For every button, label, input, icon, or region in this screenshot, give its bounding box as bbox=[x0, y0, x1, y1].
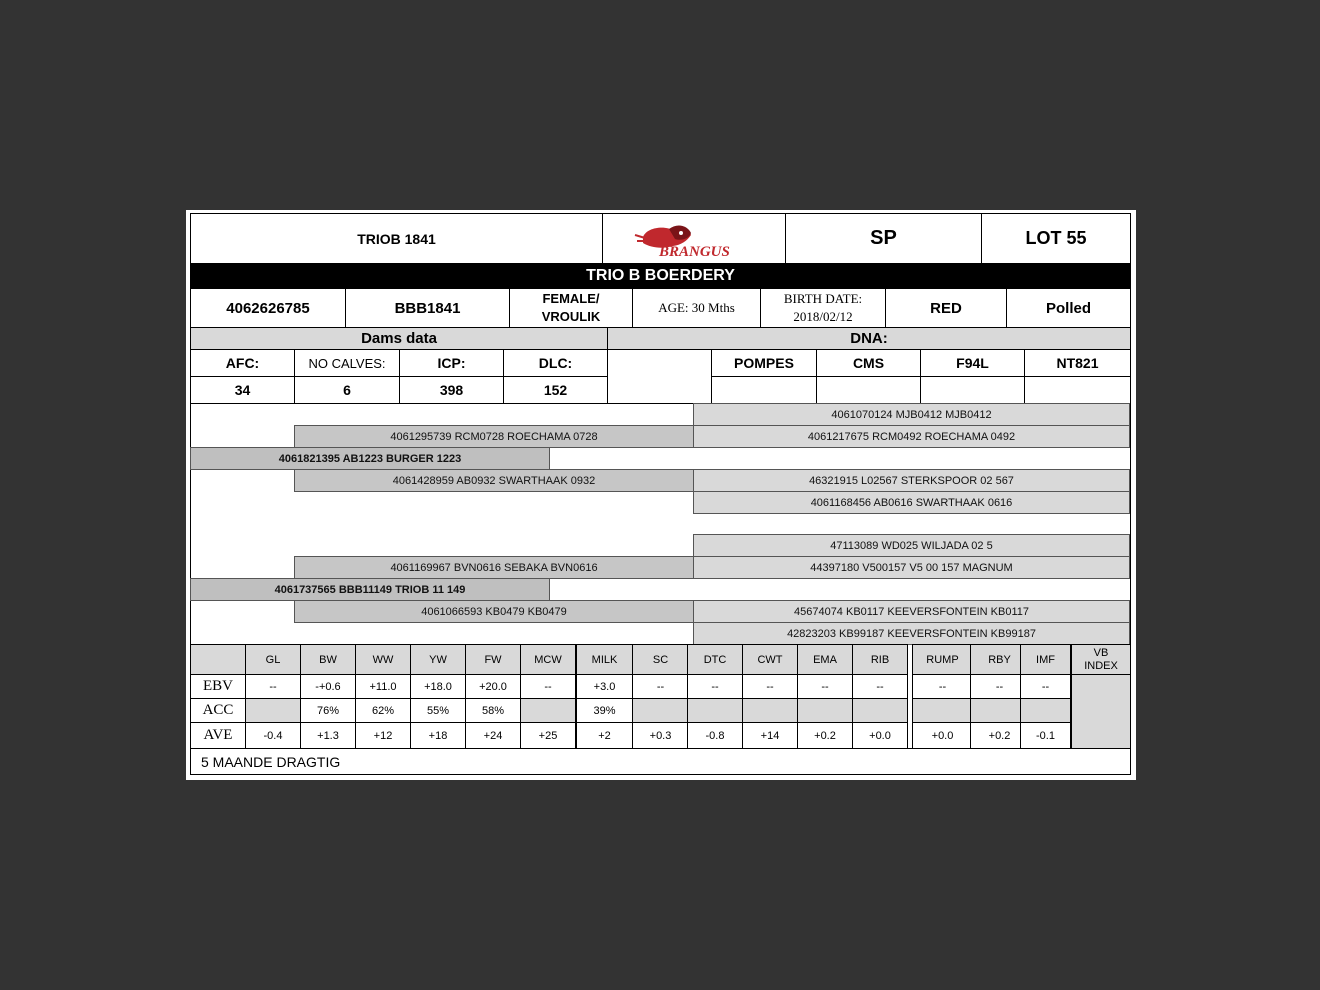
birth-date-label: BIRTH DATE: bbox=[783, 291, 863, 306]
ebv-cell-acc-milk: 39% bbox=[576, 698, 633, 723]
ebv-cell-ave-sc: +0.3 bbox=[632, 722, 689, 749]
ebv-header-milk: MILK bbox=[576, 644, 633, 675]
ebv-cell-ebv-yw: +18.0 bbox=[410, 674, 466, 699]
dna-title: DNA: bbox=[607, 327, 1131, 350]
vb-index-label-2: INDEX bbox=[1084, 659, 1118, 672]
pedigree-dds: 45674074 KB0117 KEEVERSFONTEIN KB0117 bbox=[693, 600, 1130, 623]
birth-date bbox=[760, 288, 886, 328]
dams-header-icp: ICP: bbox=[399, 349, 504, 377]
dams-header-afc: AFC: bbox=[190, 349, 295, 377]
brangus-logo-icon bbox=[629, 219, 759, 259]
pedigree-sss: 4061070124 MJB0412 MJB0412 bbox=[693, 403, 1130, 426]
ebv-vb-index-value bbox=[1071, 674, 1131, 749]
ebv-header-rby: RBY bbox=[970, 644, 1029, 675]
dna-blank bbox=[607, 349, 712, 404]
ebv-cell-acc-dtc bbox=[687, 698, 743, 723]
ebv-cell-acc-rump bbox=[912, 698, 973, 723]
pedigree-dam: 4061737565 BBB11149 TRIOB 11 149 bbox=[190, 578, 550, 601]
ebv-cell-ebv-fw: +20.0 bbox=[465, 674, 521, 699]
ebv-cell-ave-imf: -0.1 bbox=[1020, 722, 1071, 749]
pedigree-dam-dam: 4061066593 KB0479 KB0479 bbox=[294, 600, 694, 623]
dna-value-cms bbox=[816, 376, 921, 404]
ebv-header-ema: EMA bbox=[797, 644, 853, 675]
ebv-cell-ebv-dtc: -- bbox=[687, 674, 743, 699]
ebv-header-fw: FW bbox=[465, 644, 521, 675]
dams-value-afc: 34 bbox=[190, 376, 295, 404]
pedigree-ssd: 4061217675 RCM0492 ROECHAMA 0492 bbox=[693, 425, 1130, 448]
dams-value-icp: 398 bbox=[399, 376, 504, 404]
ebv-header-vb-index bbox=[1071, 644, 1131, 675]
dams-value-calves: 6 bbox=[294, 376, 400, 404]
dams-value-dlc: 152 bbox=[503, 376, 608, 404]
sex-line-2: VROULIK bbox=[541, 309, 601, 324]
ebv-cell-ave-fw: +24 bbox=[465, 722, 521, 749]
comment: 5 MAANDE DRAGTIG bbox=[190, 748, 1131, 775]
lot-card bbox=[186, 210, 1136, 780]
ebv-cell-acc-mcw bbox=[520, 698, 576, 723]
ebv-header-yw: YW bbox=[410, 644, 466, 675]
ebv-cell-ave-yw: +18 bbox=[410, 722, 466, 749]
vb-index-label-1: VB bbox=[1093, 646, 1109, 659]
pedigree-sire-sire: 4061295739 RCM0728 ROECHAMA 0728 bbox=[294, 425, 694, 448]
ebv-cell-ebv-sc: -- bbox=[632, 674, 689, 699]
breeder-bar: TRIO B BOERDERY bbox=[190, 264, 1131, 288]
ebv-cell-ave-rby: +0.2 bbox=[970, 722, 1029, 749]
pedigree-dss: 47113089 WD025 WILJADA 02 5 bbox=[693, 534, 1130, 557]
dna-header-cms: CMS bbox=[816, 349, 921, 377]
svg-text:BRANGUS: BRANGUS bbox=[659, 243, 730, 259]
dams-data-title: Dams data bbox=[190, 327, 608, 350]
ebv-cell-ebv-rby: -- bbox=[970, 674, 1029, 699]
ebv-cell-ave-gl: -0.4 bbox=[245, 722, 301, 749]
ebv-cell-ebv-milk: +3.0 bbox=[576, 674, 633, 699]
ebv-row-label-ave: AVE bbox=[190, 722, 246, 749]
birth-date-value: 2018/02/12 bbox=[793, 309, 853, 324]
ebv-cell-ave-rib: +0.0 bbox=[852, 722, 908, 749]
pedigree-sire-dam: 4061428959 AB0932 SWARTHAAK 0932 bbox=[294, 469, 694, 492]
animal-name: TRIOB 1841 bbox=[190, 213, 603, 264]
dna-value-pompes bbox=[711, 376, 817, 404]
pedigree-dam-sire: 4061169967 BVN0616 SEBAKA BVN0616 bbox=[294, 556, 694, 579]
ebv-cell-ave-mcw: +25 bbox=[520, 722, 576, 749]
ebv-cell-acc-cwt bbox=[742, 698, 798, 723]
ebv-header-rump: RUMP bbox=[912, 644, 973, 675]
ebv-cell-ave-milk: +2 bbox=[576, 722, 633, 749]
ebv-cell-ave-dtc: -0.8 bbox=[687, 722, 743, 749]
lot-number: LOT 55 bbox=[981, 213, 1131, 264]
ebv-cell-ebv-imf: -- bbox=[1020, 674, 1071, 699]
ebv-cell-ebv-gl: -- bbox=[245, 674, 301, 699]
ebv-cell-acc-fw: 58% bbox=[465, 698, 521, 723]
ebv-cell-ebv-ww: +11.0 bbox=[355, 674, 411, 699]
ebv-header-imf: IMF bbox=[1020, 644, 1071, 675]
ebv-table bbox=[190, 644, 1131, 749]
dna-header-f94l: F94L bbox=[920, 349, 1025, 377]
dna-value-f94l bbox=[920, 376, 1025, 404]
ebv-header-ww: WW bbox=[355, 644, 411, 675]
ebv-cell-acc-bw: 76% bbox=[300, 698, 356, 723]
ebv-cell-ebv-bw: -+0.6 bbox=[300, 674, 356, 699]
ebv-header-corner bbox=[190, 644, 246, 675]
ebv-header-rib: RIB bbox=[852, 644, 908, 675]
dna-header-nt821: NT821 bbox=[1024, 349, 1131, 377]
ebv-cell-acc-gl bbox=[245, 698, 301, 723]
pedigree-dsd: 44397180 V500157 V5 00 157 MAGNUM bbox=[693, 556, 1130, 579]
pedigree-sds: 46321915 L02567 STERKSPOOR 02 567 bbox=[693, 469, 1130, 492]
ebv-cell-acc-imf bbox=[1020, 698, 1071, 723]
category: SP bbox=[785, 213, 982, 264]
ebv-cell-ave-bw: +1.3 bbox=[300, 722, 356, 749]
herd-code: BBB1841 bbox=[345, 288, 510, 328]
pedigree-sire: 4061821395 AB1223 BURGER 1223 bbox=[190, 447, 550, 470]
ebv-cell-acc-ww: 62% bbox=[355, 698, 411, 723]
ebv-header-bw: BW bbox=[300, 644, 356, 675]
id-number: 4062626785 bbox=[190, 288, 346, 328]
ebv-cell-ave-ema: +0.2 bbox=[797, 722, 853, 749]
ebv-header-cwt: CWT bbox=[742, 644, 798, 675]
ebv-header-mcw: MCW bbox=[520, 644, 576, 675]
dams-header-calves: NO CALVES: bbox=[294, 349, 400, 377]
pedigree-sdd: 4061168456 AB0616 SWARTHAAK 0616 bbox=[693, 491, 1130, 514]
horn-status: Polled bbox=[1006, 288, 1131, 328]
ebv-cell-ave-ww: +12 bbox=[355, 722, 411, 749]
ebv-cell-ebv-ema: -- bbox=[797, 674, 853, 699]
ebv-row-label-ebv: EBV bbox=[190, 674, 246, 699]
ebv-cell-ebv-rump: -- bbox=[912, 674, 973, 699]
brangus-logo bbox=[602, 213, 786, 264]
colour: RED bbox=[885, 288, 1007, 328]
ebv-cell-acc-sc bbox=[632, 698, 689, 723]
ebv-header-gl: GL bbox=[245, 644, 301, 675]
ebv-cell-ave-cwt: +14 bbox=[742, 722, 798, 749]
age: AGE: 30 Mths bbox=[632, 288, 761, 328]
ebv-row-label-acc: ACC bbox=[190, 698, 246, 723]
ebv-cell-ebv-cwt: -- bbox=[742, 674, 798, 699]
ebv-cell-ebv-rib: -- bbox=[852, 674, 908, 699]
sex bbox=[509, 288, 633, 328]
ebv-cell-ave-rump: +0.0 bbox=[912, 722, 973, 749]
dna-value-nt821 bbox=[1024, 376, 1131, 404]
ebv-cell-acc-ema bbox=[797, 698, 853, 723]
ebv-cell-acc-rib bbox=[852, 698, 908, 723]
sex-line-1: FEMALE/ bbox=[542, 291, 600, 306]
ebv-header-sc: SC bbox=[632, 644, 689, 675]
pedigree-ddd: 42823203 KB99187 KEEVERSFONTEIN KB99187 bbox=[693, 622, 1130, 645]
dams-header-dlc: DLC: bbox=[503, 349, 608, 377]
ebv-cell-ebv-mcw: -- bbox=[520, 674, 576, 699]
ebv-header-dtc: DTC bbox=[687, 644, 743, 675]
ebv-cell-acc-yw: 55% bbox=[410, 698, 466, 723]
dna-header-pompes: POMPES bbox=[711, 349, 817, 377]
